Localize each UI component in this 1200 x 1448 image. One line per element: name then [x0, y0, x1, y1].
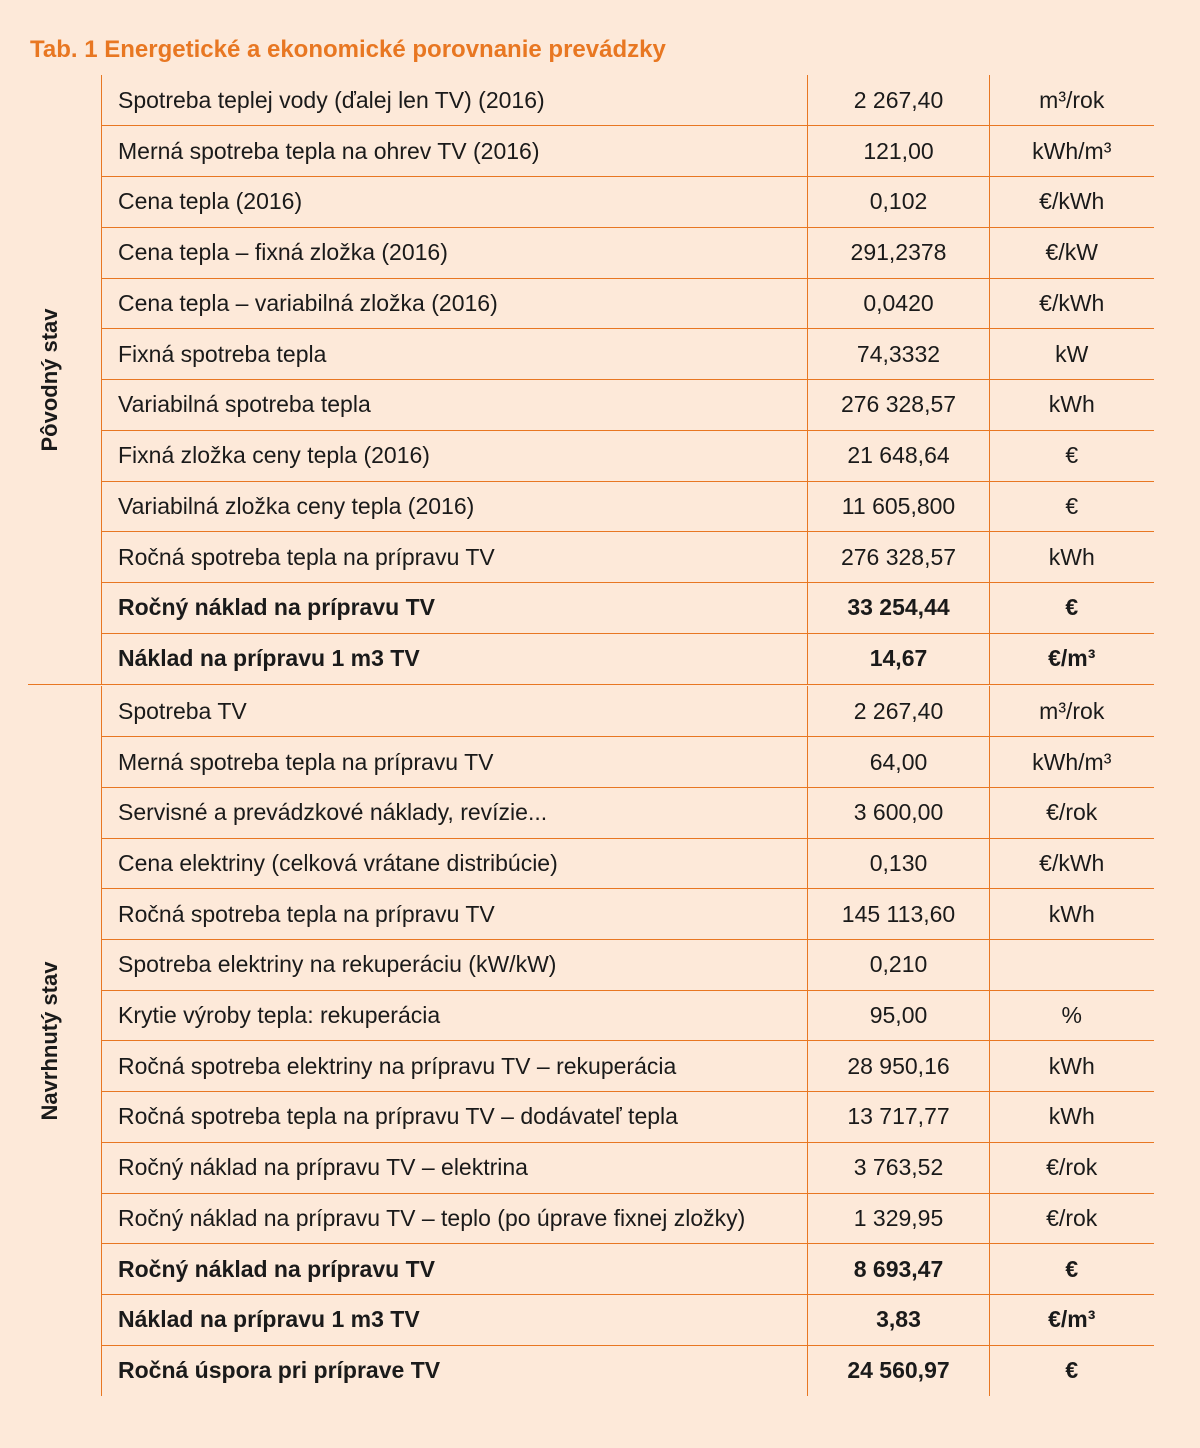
row-value: 3 763,52 [808, 1142, 990, 1193]
row-label: Náklad na prípravu 1 m3 TV [102, 1294, 808, 1345]
row-unit [990, 940, 1154, 991]
row-unit: € [990, 1345, 1154, 1396]
table-row [102, 787, 1154, 838]
row-unit: €/kWh [990, 177, 1154, 228]
row-value: 3,83 [808, 1294, 990, 1345]
table-row [102, 126, 1154, 177]
row-value: 14,67 [808, 633, 990, 684]
row-label: Spotreba elektriny na rekuperáciu (kW/kW) [102, 940, 808, 991]
row-unit: € [990, 1244, 1154, 1295]
row-value: 3 600,00 [808, 787, 990, 838]
table-row [102, 1345, 1154, 1396]
row-label: Ročná spotreba tepla na prípravu TV – dodávateľ tepla [102, 1092, 808, 1143]
row-value: 95,00 [808, 990, 990, 1041]
table-row [102, 1142, 1154, 1193]
row-unit: €/kWh [990, 838, 1154, 889]
row-label: Variabilná zložka ceny tepla (2016) [102, 481, 808, 532]
row-unit: kW [990, 329, 1154, 380]
table-row [102, 1193, 1154, 1244]
table-row [102, 278, 1154, 329]
row-label: Ročný náklad na prípravu TV [102, 583, 808, 634]
row-value: 276 328,57 [808, 380, 990, 431]
row-value: 24 560,97 [808, 1345, 990, 1396]
row-unit: €/rok [990, 787, 1154, 838]
row-label: Cena tepla – fixná zložka (2016) [102, 227, 808, 278]
row-label: Variabilná spotreba tepla [102, 380, 808, 431]
section-label: Navrhnutý stav [37, 961, 62, 1121]
row-unit: €/m³ [990, 1294, 1154, 1345]
table-row [102, 227, 1154, 278]
row-value: 2 267,40 [808, 75, 990, 126]
row-unit: €/kW [990, 227, 1154, 278]
table-row [102, 1244, 1154, 1295]
section-original-state [0, 75, 1200, 684]
data-table [101, 686, 1154, 1396]
row-value: 145 113,60 [808, 889, 990, 940]
row-label: Fixná spotreba tepla [102, 329, 808, 380]
row-value: 291,2378 [808, 227, 990, 278]
row-unit: €/rok [990, 1142, 1154, 1193]
row-value: 13 717,77 [808, 1092, 990, 1143]
table-row [102, 1294, 1154, 1345]
row-value: 64,00 [808, 737, 990, 788]
table-row [102, 430, 1154, 481]
table-row [102, 1092, 1154, 1143]
row-value: 1 329,95 [808, 1193, 990, 1244]
row-value: 276 328,57 [808, 532, 990, 583]
row-value: 33 254,44 [808, 583, 990, 634]
row-unit: € [990, 430, 1154, 481]
row-unit: kWh [990, 532, 1154, 583]
table-row [102, 737, 1154, 788]
section-divider [28, 684, 1152, 685]
row-value: 8 693,47 [808, 1244, 990, 1295]
row-unit: kWh [990, 1041, 1154, 1092]
table-row [102, 838, 1154, 889]
row-value: 0,130 [808, 838, 990, 889]
row-value: 0,102 [808, 177, 990, 228]
row-value: 28 950,16 [808, 1041, 990, 1092]
table-row [102, 177, 1154, 228]
row-label: Náklad na prípravu 1 m3 TV [102, 633, 808, 684]
row-unit: % [990, 990, 1154, 1041]
table-row [102, 481, 1154, 532]
row-unit: kWh/m³ [990, 126, 1154, 177]
table-row [102, 1041, 1154, 1092]
row-label: Krytie výroby tepla: rekuperácia [102, 990, 808, 1041]
row-unit: € [990, 583, 1154, 634]
table-row [102, 889, 1154, 940]
row-label: Ročný náklad na prípravu TV – teplo (po úprave fixnej zložky) [102, 1193, 808, 1244]
row-label: Ročná spotreba tepla na prípravu TV [102, 532, 808, 583]
row-value: 0,0420 [808, 278, 990, 329]
table-row [102, 940, 1154, 991]
row-label: Servisné a prevádzkové náklady, revízie... [102, 787, 808, 838]
row-label: Merná spotreba tepla na ohrev TV (2016) [102, 126, 808, 177]
table-row [102, 583, 1154, 634]
row-label: Cena tepla (2016) [102, 177, 808, 228]
table-row [102, 990, 1154, 1041]
row-label: Merná spotreba tepla na prípravu TV [102, 737, 808, 788]
row-label: Ročný náklad na prípravu TV – elektrina [102, 1142, 808, 1193]
table-row [102, 633, 1154, 684]
row-value: 121,00 [808, 126, 990, 177]
row-label: Spotreba teplej vody (ďalej len TV) (2016) [102, 75, 808, 126]
table-row [102, 532, 1154, 583]
row-unit: kWh/m³ [990, 737, 1154, 788]
row-unit: kWh [990, 380, 1154, 431]
table-row [102, 75, 1154, 126]
row-unit: kWh [990, 1092, 1154, 1143]
row-unit: €/kWh [990, 278, 1154, 329]
row-value: 74,3332 [808, 329, 990, 380]
row-unit: m³/rok [990, 75, 1154, 126]
row-value: 2 267,40 [808, 686, 990, 737]
table-row [102, 686, 1154, 737]
row-unit: € [990, 481, 1154, 532]
row-label: Ročná spotreba tepla na prípravu TV [102, 889, 808, 940]
table-row [102, 329, 1154, 380]
row-unit: €/rok [990, 1193, 1154, 1244]
row-label: Ročná úspora pri príprave TV [102, 1345, 808, 1396]
row-unit: m³/rok [990, 686, 1154, 737]
row-label: Fixná zložka ceny tepla (2016) [102, 430, 808, 481]
table-title: Tab. 1 Energetické a ekonomické porovnanie prevádzky [30, 36, 666, 63]
row-label: Ročný náklad na prípravu TV [102, 1244, 808, 1295]
row-label: Cena tepla – variabilná zložka (2016) [102, 278, 808, 329]
section-label: Pôvodný stav [37, 307, 62, 452]
row-unit: €/m³ [990, 633, 1154, 684]
section-proposed-state [0, 686, 1200, 1396]
row-value: 11 605,800 [808, 481, 990, 532]
row-value: 21 648,64 [808, 430, 990, 481]
row-value: 0,210 [808, 940, 990, 991]
row-label: Ročná spotreba elektriny na prípravu TV – rekuperácia [102, 1041, 808, 1092]
row-label: Spotreba TV [102, 686, 808, 737]
table-row [102, 380, 1154, 431]
row-unit: kWh [990, 889, 1154, 940]
row-label: Cena elektriny (celková vrátane distribúcie) [102, 838, 808, 889]
data-table [101, 75, 1154, 685]
